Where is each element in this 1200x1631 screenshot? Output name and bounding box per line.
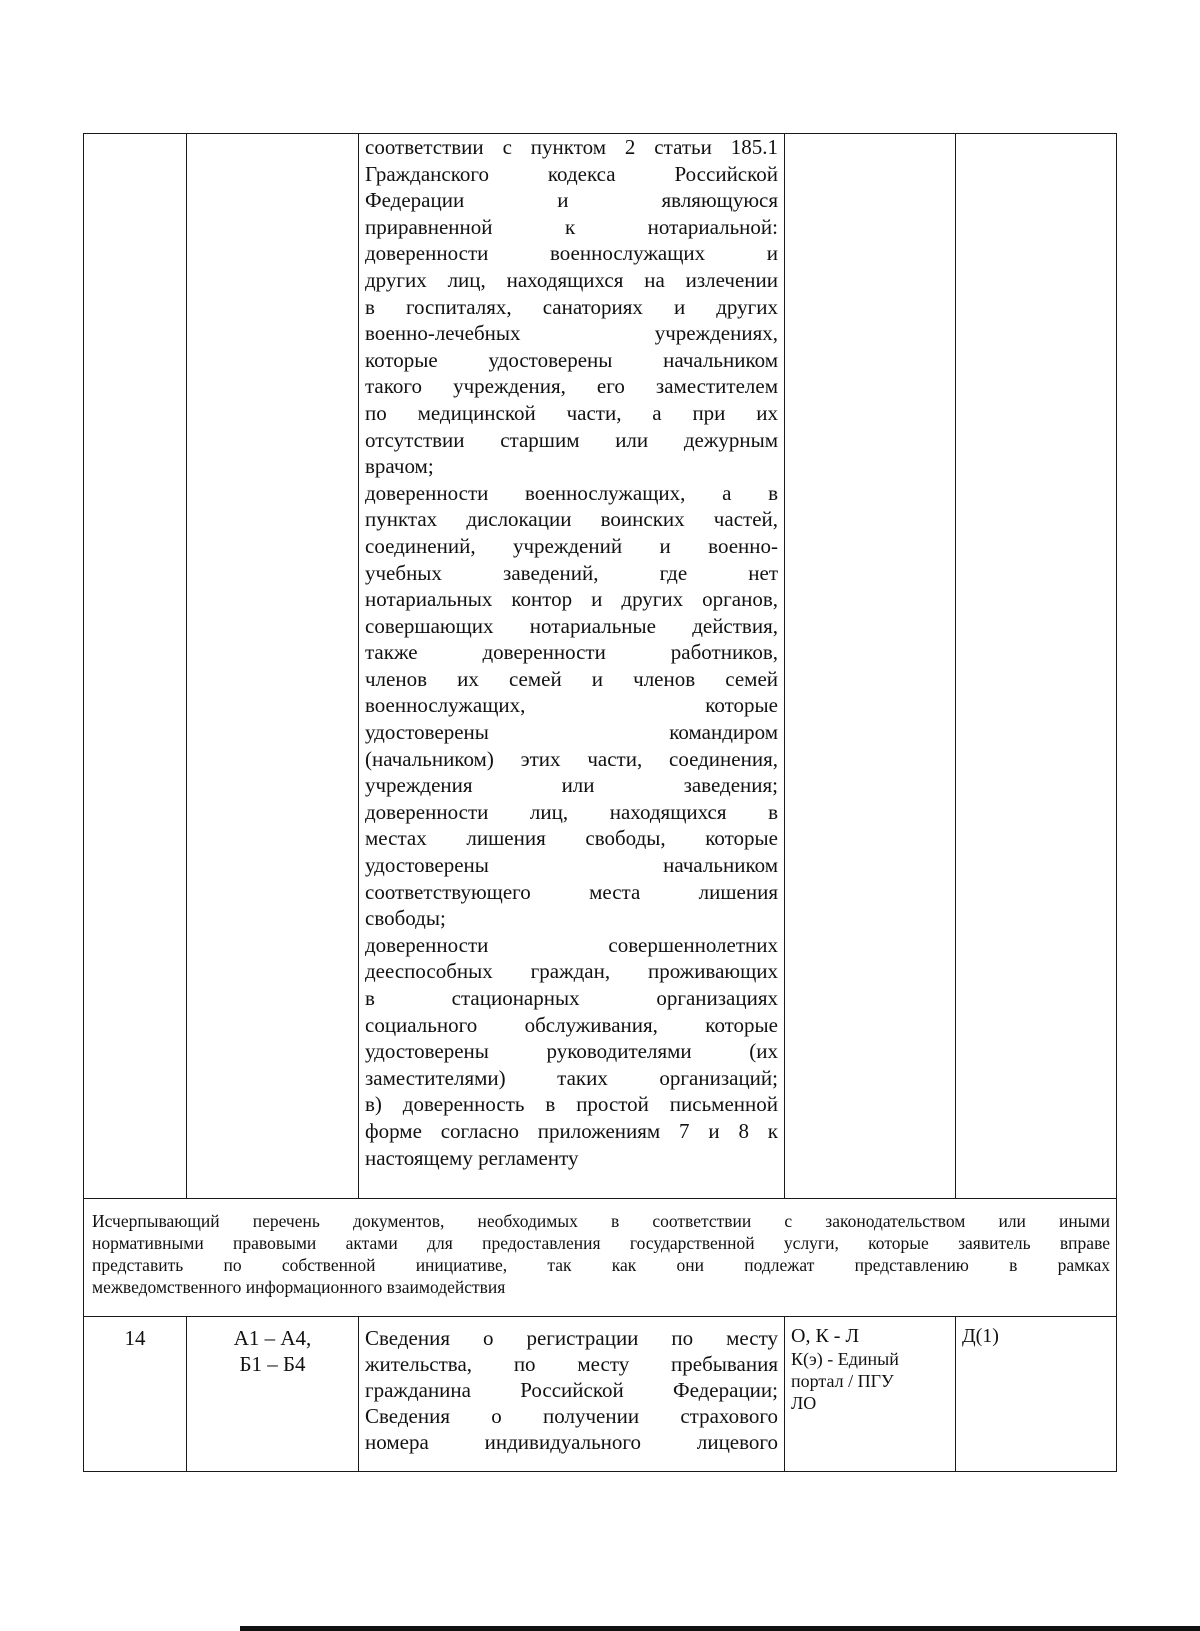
table-row-section-heading <box>84 1199 1117 1317</box>
channels-line: портал / ПГУ <box>791 1371 894 1391</box>
section-heading-line: межведомственного информационного взаимодействия <box>92 1277 506 1297</box>
description-line: местах лишения свободы, которые <box>365 826 778 851</box>
description-line: доверенности военнослужащих, а в <box>365 480 778 505</box>
applicant-codes <box>187 1317 358 1377</box>
description-line: Сведения о регистрации по месту <box>365 1326 778 1350</box>
description-line: свободы; <box>365 906 446 931</box>
description-line: удостоверены начальником <box>365 853 778 878</box>
cell-description <box>359 134 785 1199</box>
channels-line: ЛО <box>791 1393 817 1413</box>
description-line: приравненной к нотариальной: <box>365 214 778 239</box>
description-line: нотариальных контор и других органов, <box>365 587 778 612</box>
description-line: в стационарных организациях <box>365 986 778 1010</box>
description-line: форме согласно приложениям 7 и 8 к <box>365 1118 778 1143</box>
applicant-codes-line: Б1 – Б4 <box>239 1352 306 1376</box>
description-line: учебных заведений, где нет <box>365 560 778 585</box>
description-line: учреждения или заведения; <box>365 773 778 798</box>
description-line: пунктах дислокации воинских частей, <box>365 507 778 532</box>
section-heading-line: нормативными правовыми актами для предоставления государственной услуги, которые заявитель вправе <box>92 1233 1110 1253</box>
description-line: отсутствии старшим или дежурным <box>365 427 778 452</box>
description-line: военнослужащих, которые <box>365 693 778 718</box>
continuation-text <box>359 134 784 1171</box>
description-line: доверенности военнослужащих и <box>365 241 778 266</box>
description-line: военно-лечебных учреждениях, <box>365 321 778 346</box>
channels-line: О, К - Л <box>791 1325 860 1347</box>
description-line: Федерации и являющуюся <box>365 188 778 213</box>
section-heading-line: представить по собственной инициативе, так как они подлежат представлению в рамках <box>92 1255 1110 1275</box>
row-codes-cell <box>187 1317 359 1472</box>
description-line: членов их семей и членов семей <box>365 666 778 691</box>
cell-codes-empty <box>187 134 359 1199</box>
row-number: 14 <box>124 1326 146 1350</box>
description-line: соединений, учреждений и военно- <box>365 533 778 558</box>
table-row-14 <box>84 1317 1117 1472</box>
row-description-cell <box>359 1317 785 1472</box>
description-line: врачом; <box>365 454 434 479</box>
description-line: такого учреждения, его заместителем <box>365 374 778 399</box>
document-type: Д(1) <box>962 1325 999 1347</box>
channels-line: К(э) - Единый <box>791 1349 899 1369</box>
row-channels-cell <box>785 1317 956 1472</box>
cell-channels-empty <box>785 134 956 1199</box>
description-line: в) доверенность в простой письменной <box>365 1092 778 1117</box>
documents-table <box>83 133 1117 1472</box>
description-line: в госпиталях, санаториях и других <box>365 294 778 319</box>
cell-type-empty <box>956 134 1117 1199</box>
description-line: доверенности совершеннолетних <box>365 932 778 957</box>
row-type-cell <box>956 1317 1117 1472</box>
description-line: заместителями) таких организаций; <box>365 1065 778 1090</box>
description-line: дееспособных граждан, проживающих <box>365 959 778 984</box>
section-heading <box>84 1199 1116 1308</box>
description-line: гражданина Российской Федерации; <box>365 1378 778 1402</box>
description-line: настоящему регламенту <box>365 1145 579 1170</box>
applicant-codes-line: А1 – А4, <box>233 1326 312 1350</box>
description-line: по медицинской части, а при их <box>365 400 778 425</box>
table-row-continuation <box>84 134 1117 1199</box>
description-line: жительства, по месту пребывания <box>365 1352 778 1376</box>
description-line: которые удостоверены начальником <box>365 347 778 372</box>
row-number-cell <box>84 1317 187 1472</box>
description-line: доверенности лиц, находящихся в <box>365 799 778 824</box>
section-heading-line: Исчерпывающий перечень документов, необходимых в соответствии с законодательством или иными <box>92 1211 1110 1231</box>
description-line: также доверенности работников, <box>365 640 778 665</box>
description-line: социального обслуживания, которые <box>365 1012 778 1037</box>
description-line: Сведения о получении страхового <box>365 1404 778 1428</box>
description-line: удостоверены командиром <box>365 720 778 745</box>
description-line: (начальником) этих части, соединения, <box>365 746 778 771</box>
description-line: номера индивидуального лицевого <box>365 1430 778 1454</box>
description-line: совершающих нотариальные действия, <box>365 613 778 638</box>
description-line: Гражданского кодекса Российской <box>365 161 778 186</box>
scan-edge-bar <box>240 1626 1200 1631</box>
description-line: удостоверены руководителями (их <box>365 1039 778 1064</box>
description-line: соответствующего места лишения <box>365 879 778 904</box>
cell-number-empty <box>84 134 187 1199</box>
section-heading-cell <box>84 1199 1117 1317</box>
description-line: соответствии с пунктом 2 статьи 185.1 <box>365 135 778 159</box>
submission-channels <box>785 1317 955 1414</box>
description-line: других лиц, находящихся на излечении <box>365 267 778 292</box>
row-description <box>359 1317 784 1455</box>
